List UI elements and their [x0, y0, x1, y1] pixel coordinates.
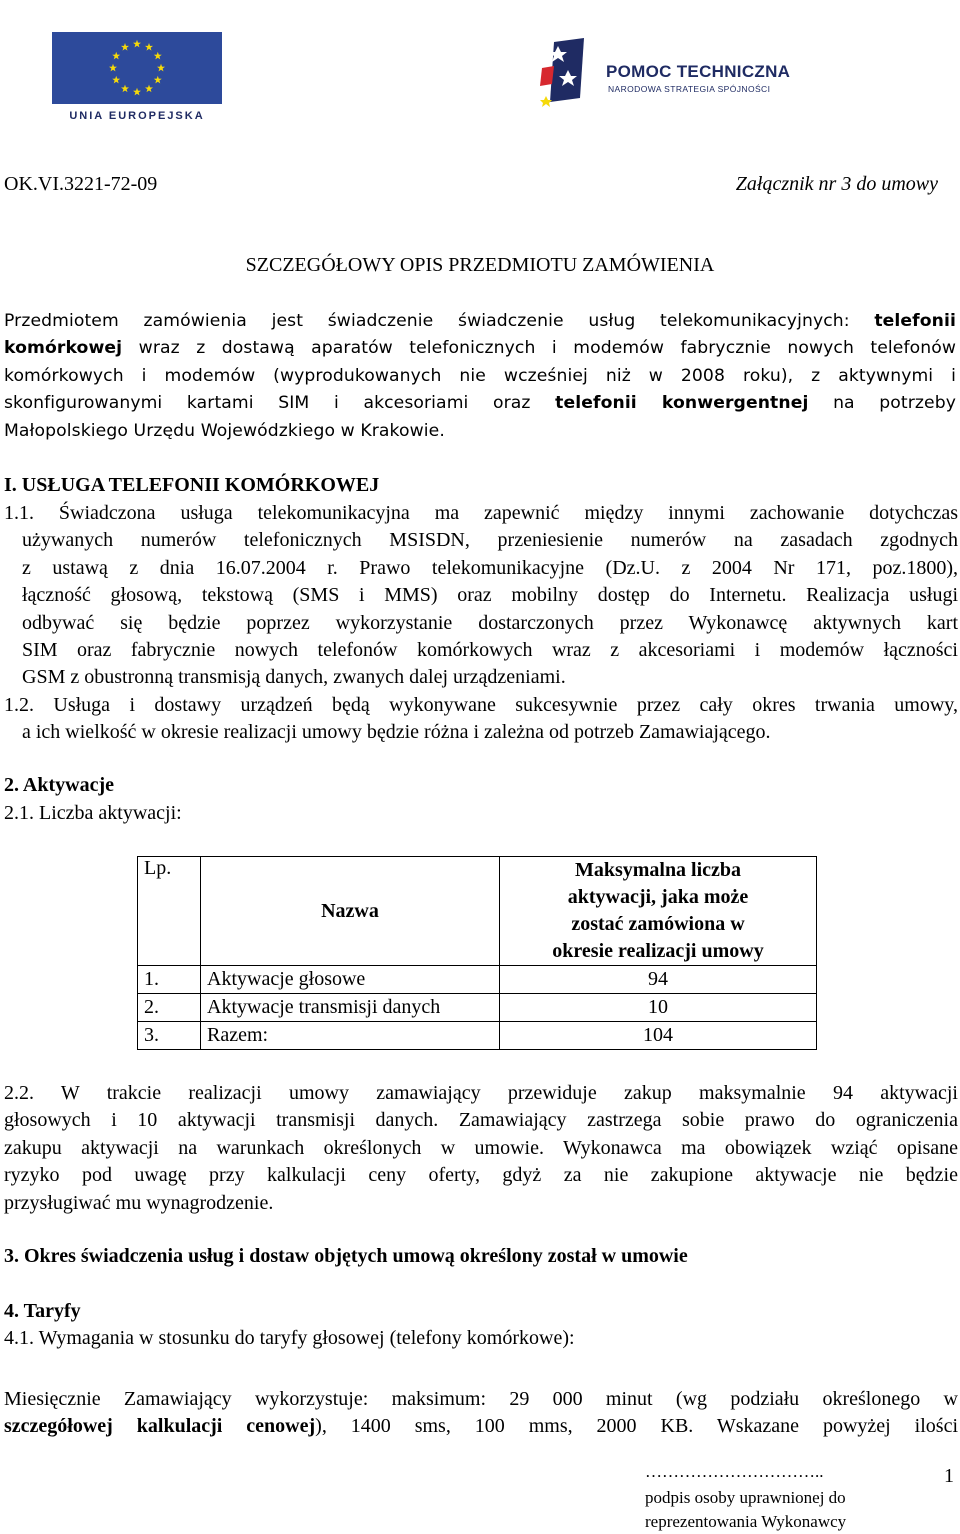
section-1-1-paragraph [4, 500, 958, 692]
intro-bold-konwergentnej: telefonii konwergentnej [555, 393, 809, 414]
signature-caption [645, 1486, 846, 1534]
col-max-header-line: aktywacji, jaka może [567, 886, 749, 908]
eu-logo [28, 12, 268, 142]
signature-caption-line: reprezentowania Wykonawcy [645, 1512, 847, 1531]
row-lp: 2. [138, 994, 201, 1022]
pomoc-techniczna-subtitle: NARODOWA STRATEGIA SPÓJNOŚCI [608, 84, 771, 94]
intro-bold-telefonii: telefonii [874, 311, 956, 331]
row-lp: 1. [138, 966, 201, 994]
p11-line: SIM oraz fabrycznie nowych telefonów komórkowych wraz z akcesoriami i modemów łączności [22, 639, 958, 662]
document-reference: OK.VI.3221-72-09 [4, 173, 158, 195]
section-4-1-label: 4.1. Wymagania w stosunku do taryfy głosowej (telefony komórkowe): [4, 1327, 575, 1349]
row-name: Razem: [201, 1022, 500, 1050]
intro-line-4a: skonfigurowanymi kartami SIM i akcesoriami oraz [4, 393, 531, 414]
signature-caption-line: podpis osoby uprawnionej do [645, 1488, 846, 1507]
p22-line: głosowych i 10 aktywacji transmisji danych. Zamawiający zastrzega sobie prawo do ograniczenia [4, 1109, 958, 1132]
p22-line: przysługiwać mu wynagrodzenie. [4, 1191, 274, 1214]
section-1-heading: I. USŁUGA TELEFONII KOMÓRKOWEJ [4, 474, 380, 496]
row-name: Aktywacje transmisji danych [201, 994, 500, 1022]
pomoc-techniczna-mark-icon [540, 38, 592, 114]
row-name: Aktywacje głosowe [201, 966, 500, 994]
p11-line: 1.1. Świadczona usługa telekomunikacyjna ma zapewnić między innymi zachowanie dotychczas [4, 502, 958, 524]
col-max-header-line: okresie realizacji umowy [552, 940, 764, 962]
table-header-row [138, 857, 817, 966]
tariff-line-1: Miesięcznie Zamawiający wykorzystuje: maksimum: 29 000 minut (wg podziału określonego w [4, 1388, 958, 1410]
activations-table [137, 856, 817, 1050]
p11-line: GSM z obustronną transmisją danych, zwanych dalej urządzeniami. [22, 666, 566, 689]
section-2-2-paragraph [4, 1080, 958, 1217]
attachment-label: Załącznik nr 3 do umowy [735, 173, 938, 195]
row-max: 104 [500, 1022, 817, 1050]
tariff-line-2: ), 1400 sms, 100 mms, 2000 KB. Wskazane powyżej ilości [315, 1415, 958, 1438]
intro-bold-komorkowej: komórkowej [4, 338, 123, 359]
col-max-header-line: zostać zamówiona w [571, 913, 745, 935]
intro-line-4c: na potrzeby [833, 393, 956, 414]
section-4-paragraph [4, 1386, 958, 1441]
table-row [138, 966, 817, 994]
document-title: SZCZEGÓŁOWY OPIS PRZEDMIOTU ZAMÓWIENIA [245, 254, 715, 276]
pomoc-techniczna-logo [540, 38, 820, 118]
row-lp: 3. [138, 1022, 201, 1050]
section-1-2-paragraph [4, 692, 958, 747]
col-name-header: Nazwa [201, 857, 500, 966]
p12-line: 1.2. Usługa i dostawy urządzeń będą wykonywane sukcesywnie przez cały okres trwania umowy, [4, 694, 958, 716]
signature-dots: ………………………….. [645, 1462, 824, 1481]
intro-line-5: Małopolskiego Urzędu Wojewódzkiego w Krakowie. [4, 420, 445, 441]
intro-line-3: komórkowych i modemów (wyprodukowanych nie wcześniej niż w 2008 roku), z aktywnymi i [4, 365, 956, 386]
p11-line: używanych numerów telefonicznych MSISDN, przeniesienie numerów na zasadach zgodnych [22, 529, 958, 552]
pomoc-techniczna-title: POMOC TECHNICZNA [606, 62, 791, 81]
section-2-heading: 2. Aktywacje [4, 774, 114, 796]
section-4-heading: 4. Taryfy [4, 1300, 81, 1322]
col-max-header-line: Maksymalna liczba [574, 859, 742, 881]
p22-line: ryzyko pod uwagę przy kalkulacji ceny oferty, gdyż za nie zakupione aktywacje nie będzie [4, 1164, 958, 1187]
col-lp-header: Lp. [138, 857, 201, 966]
row-max: 10 [500, 994, 817, 1022]
intro-line-2: wraz z dostawą aparatów telefonicznych i modemów fabrycznie nowych telefonów [138, 338, 956, 359]
intro-paragraph [4, 308, 956, 445]
eu-logo-text: UNIA EUROPEJSKA [69, 110, 205, 122]
eu-flag-icon [52, 32, 222, 104]
col-max-header [500, 857, 817, 966]
table-row [138, 1022, 817, 1050]
tariff-bold-kalkulacja: szczegółowej kalkulacji cenowej [4, 1415, 316, 1438]
p11-line: odbywać się będzie poprzez wykorzystanie dostarczonych przez Wykonawcę aktywnych kart [22, 611, 958, 634]
section-3-heading: 3. Okres świadczenia usług i dostaw objętych umową określony został w umowie [4, 1245, 688, 1267]
p22-line: zakupu aktywacji na warunkach określonych w umowie. Wykonawca ma obowiązek wziąć opisane [4, 1136, 958, 1159]
page-number: 1 [944, 1465, 954, 1487]
p22-line: 2.2. W trakcie realizacji umowy zamawiający przewiduje zakup maksymalnie 94 aktywacji [4, 1082, 958, 1104]
p11-line: z ustawą z dnia 16.07.2004 r. Prawo telekomunikacyjne (Dz.U. z 2004 Nr 171, poz.1800), [22, 556, 958, 579]
p12-line: a ich wielkość w okresie realizacji umowy będzie różna i zależna od potrzeb Zamawiającego. [22, 721, 771, 744]
intro-line-1: Przedmiotem zamówienia jest świadczenie świadczenie usług telekomunikacyjnych: [4, 311, 850, 331]
table-row [138, 994, 817, 1022]
section-2-1-label: 2.1. Liczba aktywacji: [4, 802, 182, 824]
p11-line: łączność głosową, tekstową (SMS i MMS) oraz mobilny dostęp do Internetu. Realizacja usługi [22, 584, 958, 607]
logo-bar [0, 0, 960, 150]
row-max: 94 [500, 966, 817, 994]
